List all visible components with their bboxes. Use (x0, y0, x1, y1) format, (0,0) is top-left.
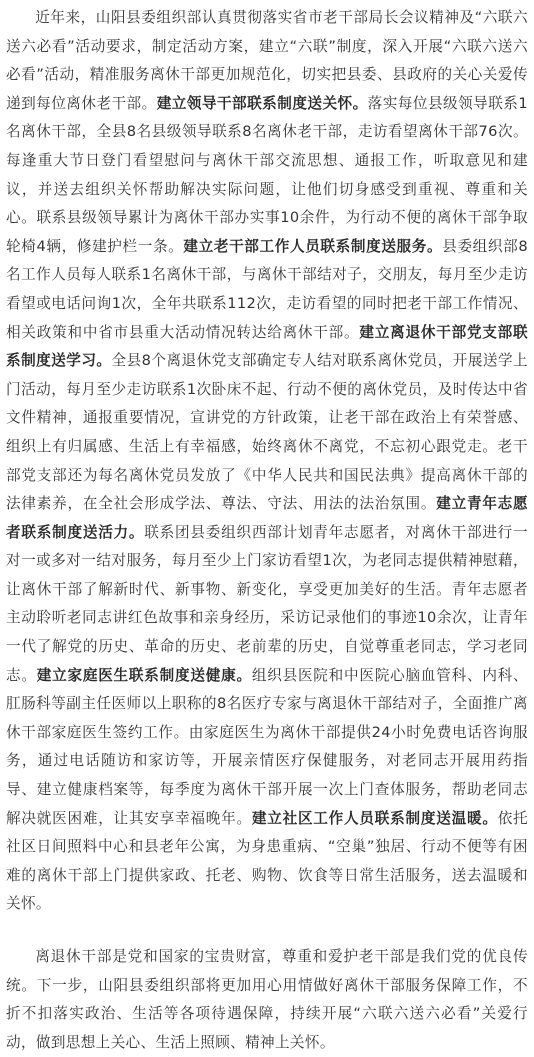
text-youth-volunteer: 联系团县委组织西部计划青年志愿者，对离休干部进行一对一或多对一结对服务，每月至少上门家访看望1次，为老同志提供精神慰藉，让离休干部了解新时代、新事物、新变化，享受更加美好的生活。青年志愿者主动聆听老同志讲红色故事和亲身经历，采访记录他们的事迹10余次，让青年一代了解党的历史、革命的历史、老前辈的历史，自觉尊重老同志，学习老同志。 (6, 523, 528, 684)
text-family-doctor: 组织县医院和中医院心脑血管科、内科、肛肠科等副主任医师以上职称的8名医疗专家与离退休干部结对子，全面推广离休干部家庭医生签约工作。由家庭医生为离休干部提供24小时免费电话咨询服务，通过电话随访和家访等，开展亲情医疗保健服务，对老同志开展用药指导、建立健康档案等，每季度为离休干部开展一次上门查体服务，帮助老同志解决就医困难，让其安享幸福晚年。 (6, 666, 528, 827)
paragraph-main (6, 4, 528, 919)
text-staff-contact: 县委组织部8名工作人员每人联系1名离休干部，与离休干部结对子，交朋友，每月至少走访看望或电话问询1次，全年共联系112次，走访看望的同时把老干部工作情况、相关政策和中省市县重大活动情况转达给离休干部。 (6, 237, 528, 341)
text-conclusion: 离退休干部是党和国家的宝贵财富，尊重和爱护老干部是我们党的优良传统。下一步，山阳县委组织部将更加用心用情做好离休干部服务保障工作，不折不扣落实政治、生活等各项待遇保障，持续开展“六联六送六必看”关爱行动，做到思想上关心、生活上照顾、精神上关怀。 (6, 948, 528, 1051)
text-leader-contact: 落实每位县级领导联系1名离休干部，全县8名县级领导联系8名离休老干部，走访看望离休干部76次。每逢重大节日登门看望慰问与离休干部交流思想、通报工作，听取意见和建议，并送去组织关怀帮助解决实际问题，让他们切身感受到重视、尊重和关心。联系县级领导累计为离休干部办实事10余件，为行动不便的离休干部争取轮椅4辆，修建护栏一条。 (6, 94, 528, 255)
paragraph-conclusion (6, 943, 528, 1057)
heading-leader-contact: 建立领导干部联系制度送关怀。 (156, 94, 368, 112)
heading-youth-volunteer: 建立青年志愿者联系制度送活力。 (6, 495, 528, 541)
text-party-branch: 全县8个离退休党支部确定专人结对联系离休党员，开展送学上门活动，每月至少走访联系1次卧床不起、行动不便的离休党员，及时传达中省文件精神，通报重要情况，宣讲党的方针政策，让老干部在政治上有荣誉感、组织上有归属感、生活上有幸福感，始终离休不离党，不忘初心跟党走。老干部党支部还为每名离休党员发放了《中华人民共和国民法典》提高离休干部的法律素养，在全社会形成学法、尊法、守法、用法的法治氛围。 (6, 352, 529, 513)
text-intro: 近年来，山阳县委组织部认真贯彻落实省市老干部局长会议精神及“六联六送六必看”活动要求，制定活动方案，建立“六联”制度，深入开展“六联六送六必看”活动，精准服务离休干部更加规范化，切实把县委、县政府的关心关爱传递到每位离休老干部。 (6, 9, 528, 112)
text-community-worker: 依托社区日间照料中心和县老年公寓，为身患重病、“空巢”独居、行动不便等有困难的离休干部上门提供家政、托老、购物、饮食等日常生活服务，送去温暖和关怀。 (6, 809, 528, 913)
heading-staff-contact: 建立老干部工作人员联系制度送服务。 (183, 237, 443, 255)
heading-party-branch: 建立离退休干部党支部联系制度送学习。 (6, 323, 528, 370)
heading-community-worker: 建立社区工作人员联系制度送温暖。 (251, 809, 498, 827)
heading-family-doctor: 建立家庭医生联系制度送健康。 (36, 666, 252, 684)
